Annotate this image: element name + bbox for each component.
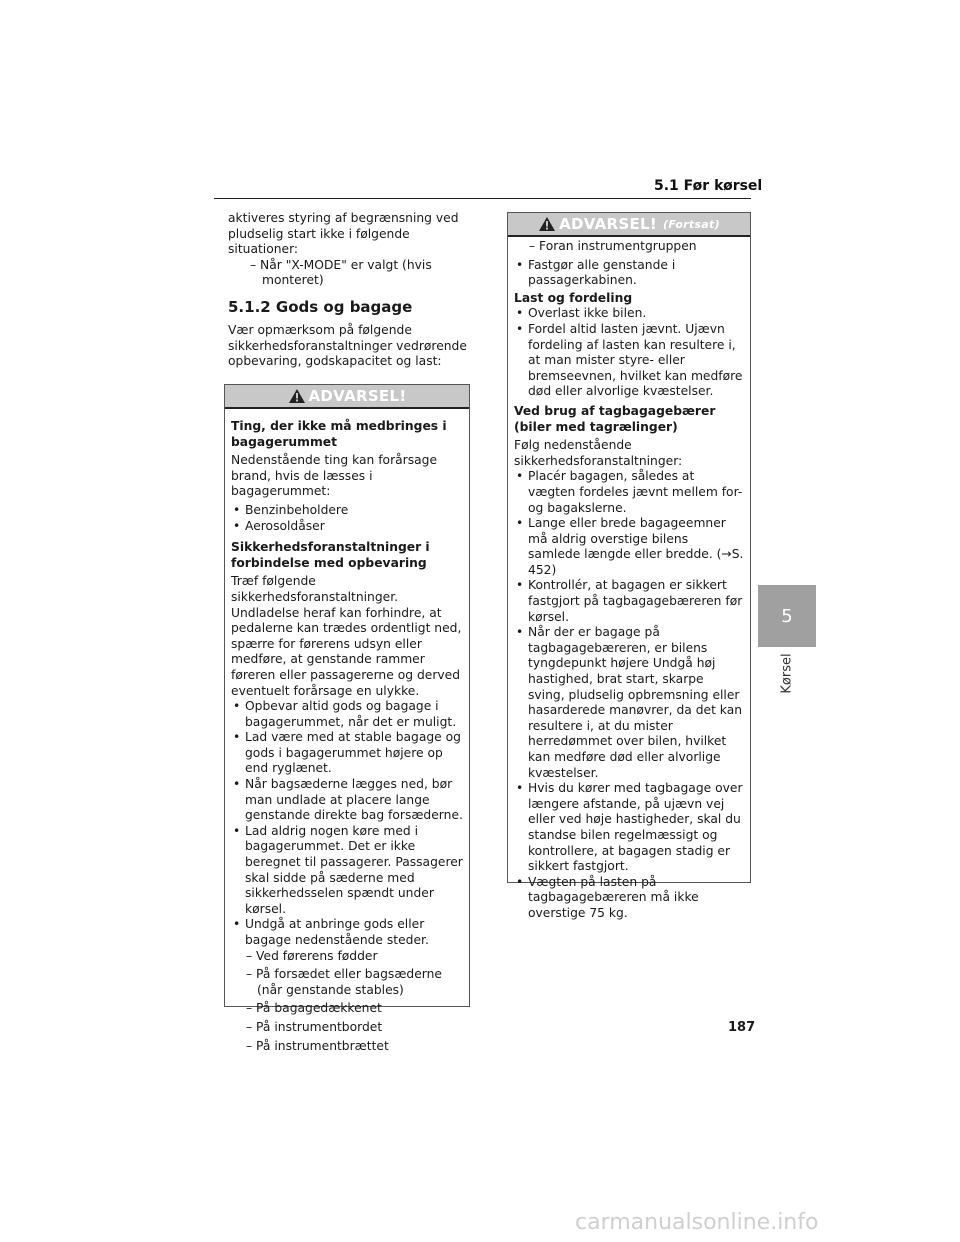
- warning-body: [225, 409, 469, 1054]
- section-header: 5.1 Før kørsel: [654, 178, 763, 194]
- warning-header: [508, 213, 750, 237]
- list-item: • Lad aldrig nogen køre med i bagagerummet. Det er ikke beregnet til passagerer. Passagerer skal sidde på sæderne med sikkerhedsselen spændt under kørsel.: [231, 824, 463, 918]
- chapter-number: 5: [781, 605, 793, 627]
- intro-block: [228, 211, 473, 289]
- list-item: • Lange eller brede bagageemner må aldrig overstige bilens samlede længde eller bredde. (→S. 452): [514, 516, 744, 578]
- intro-sub: – Når "X-MODE" er valgt (hvis monteret): [250, 257, 432, 288]
- list-item: • Hvis du kører med tagbagage over længere afstande, på ujævn vej eller ved høje hastigheder, skal du standse bilen regelmæssigt og kontrollere, at bagagen stadig er sikkert fastgjort.: [514, 781, 744, 875]
- list-item: • Kontrollér, at bagagen er sikkert fastgjort på tagbagagebæreren før kørsel.: [514, 578, 744, 625]
- warning-title: ADVARSEL!: [308, 387, 407, 405]
- list-item: • Fastgør alle genstande i passagerkabinen.: [514, 258, 744, 289]
- page-number: 187: [728, 1020, 756, 1035]
- warning-header: [225, 385, 469, 409]
- bullet-list: [231, 699, 463, 949]
- warning-box-storage: [224, 384, 470, 1053]
- warning-icon: [538, 216, 556, 232]
- list-item: • Aerosoldåser: [231, 519, 463, 535]
- warning-icon: [288, 388, 306, 404]
- list-item: • Lad være med at stable bagage og gods i bagagerummet højere op end ryglænet.: [231, 730, 463, 777]
- list-item: • Vægten på lasten på tagbagagebæreren må ikke overstige 75 kg.: [514, 875, 744, 922]
- intro-line: aktiveres styring af begrænsning ved: [228, 211, 459, 225]
- warning-continued: (Fortsat): [663, 217, 720, 231]
- dash-item: – På bagagedækkenet: [246, 1001, 382, 1016]
- warning-title: ADVARSEL!: [559, 215, 658, 233]
- list-item: • Overlast ikke bilen.: [514, 306, 744, 322]
- dash-item: – På instrumentbordet: [246, 1019, 383, 1034]
- warning-subheading: Sikkerhedsforanstaltninger i forbindelse med opbevaring: [231, 540, 430, 570]
- list-item: • Fordel altid lasten jævnt. Ujævn fordeling af lasten kan resultere i, at man mister styre- eller bremseevnen, hvilket kan medføre død eller alvorlige kvæstelser.: [514, 322, 744, 400]
- bullet-list: [231, 503, 463, 534]
- list-item: • Opbevar altid gods og bagage i bagagerummet, når det er muligt.: [231, 699, 463, 730]
- bullet-list: [514, 469, 744, 921]
- warning-subheading: Ting, der ikke må medbringes i bagagerummet: [231, 419, 447, 449]
- list-item: • Undgå at anbringe gods eller bagage nedenstående steder.: [231, 917, 463, 948]
- dash-item: – Foran instrumentgruppen: [529, 239, 697, 253]
- chapter-label: [776, 648, 798, 698]
- list-item: • Placér bagagen, således at vægten fordeles jævnt mellem for- og bagakslerne.: [514, 469, 744, 516]
- warning-paragraph: Træf følgende sikkerhedsforanstaltninger. Undladelse heraf kan forhindre, at pedalerne kan trædes ordentligt ned, spærre for førerens udsyn eller medføre, at genstande rammer føreren eller passagererne og derved eventuelt forårsage en ulykke.: [231, 574, 462, 698]
- dash-item: – Ved førerens fødder: [246, 948, 378, 963]
- warning-subheading: Last og fordeling: [514, 290, 633, 305]
- warning-body: [508, 237, 750, 922]
- bullet-list: [514, 258, 744, 289]
- section-title: 5.1.2 Gods og bagage: [228, 298, 413, 316]
- warning-subheading: Ved brug af tagbagagebærer (biler med tagrælinger): [514, 403, 716, 434]
- dash-item: – På forsædet eller bagsæderne (når genstande stables): [246, 967, 442, 997]
- header-rule: [214, 198, 751, 199]
- watermark: carmanualsonline.info: [575, 1210, 819, 1235]
- dash-item: – På instrumentbrættet: [246, 1038, 389, 1053]
- list-item: • Når bagsæderne lægges ned, bør man undlade at placere lange genstande direkte bag forsæderne.: [231, 777, 463, 824]
- list-item: • Når der er bagage på tagbagagebæreren, er bilens tyngdepunkt højere Undgå høj hastighed, brat start, skarpe sving, pludselig opbremsning eller hasarderede manøvrer, da det kan resultere i, at du mister herredømmet over bilen, hvilket kan medføre død eller alvorlige kvæstelser.: [514, 625, 744, 781]
- chapter-tab[interactable]: [758, 585, 816, 647]
- warning-paragraph: Nedenstående ting kan forårsage brand, hvis de læsses i bagagerummet:: [231, 453, 438, 499]
- chapter-label-text: Kørsel: [779, 652, 795, 694]
- list-item: • Benzinbeholdere: [231, 503, 463, 519]
- bullet-list: [514, 306, 744, 400]
- intro-line: situationer:: [228, 242, 299, 257]
- warning-box-continued: [507, 212, 751, 920]
- warning-paragraph: Følg nedenstående sikkerhedsforanstaltninger:: [514, 438, 683, 468]
- section-paragraph: Vær opmærksom på følgende sikkerhedsforanstaltninger vedrørende opbevaring, godskapacitet og last:: [228, 323, 467, 369]
- intro-line: pludselig start ikke i følgende: [228, 226, 410, 241]
